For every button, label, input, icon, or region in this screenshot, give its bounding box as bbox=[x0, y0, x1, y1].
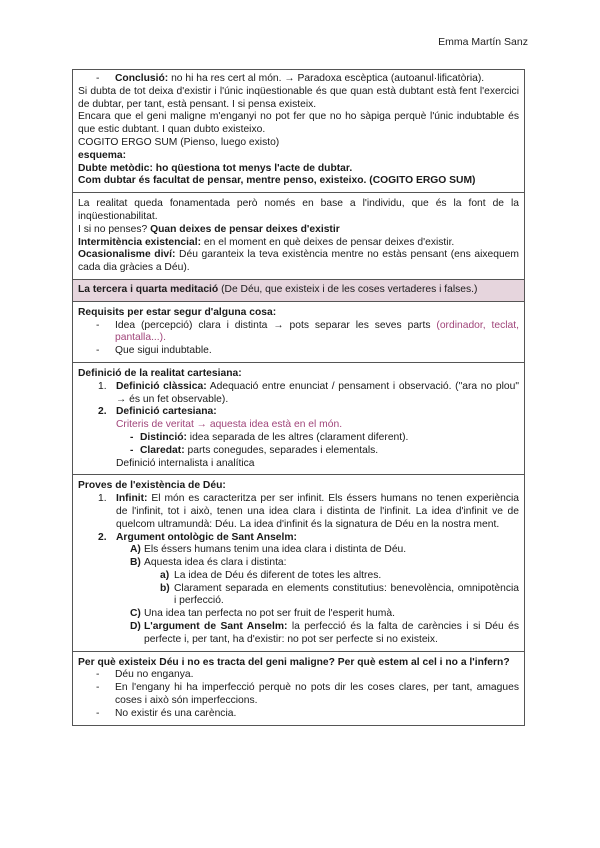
definicio-title: Definició de la realitat cartesiana: bbox=[78, 367, 242, 379]
paragraph: Si dubta de tot deixa d'existir i l'únic inqüestionable és que quan està dubtant està fent l'exercici de dubtar, per tant, està pensant. I si pensa existeix. bbox=[78, 85, 519, 110]
item-text: Clarament separada en elements constitutius: benevolència, omnipotència i perfecció. bbox=[174, 582, 519, 607]
marker-text: b) bbox=[160, 582, 170, 594]
internalista-note: Definició internalista i analítica bbox=[116, 457, 255, 469]
list-item bbox=[78, 669, 519, 682]
list-item bbox=[78, 608, 519, 621]
list-item bbox=[78, 345, 519, 358]
item-text: En l'engany hi ha imperfecció perquè no pots dir les coses clares, per tant, amagues coses i això són imperfeccions. bbox=[115, 682, 519, 707]
esquema-heading: esquema: bbox=[78, 149, 127, 161]
number-marker: 1. bbox=[98, 380, 107, 392]
infinit-text: El món es caracteritza per ser infinit. Els éssers humans no tenen experiència de l'infinit, tot i això, tenen una idea clara i distinta de l'infinit. La idea d'infinit ve de quelcom ultramundà: Déu. La idea d'infinit és la signatura de Déu en la nostra ment. bbox=[116, 493, 519, 530]
list-item bbox=[78, 583, 519, 609]
item-text: Idea (percepció) clara i distinta → pots separar les seves parts bbox=[115, 319, 437, 331]
def2-label: Definició cartesiana: bbox=[116, 406, 217, 418]
ocasionalisme-label: Ocasionalisme diví: bbox=[78, 249, 176, 261]
notes-table bbox=[72, 69, 525, 726]
conclusio-item bbox=[78, 73, 519, 86]
section-meditacio-heading bbox=[73, 280, 524, 302]
item-text: Aquesta idea és clara i distinta: bbox=[144, 557, 287, 569]
marker-text: D) bbox=[130, 621, 141, 633]
number-marker: 1. bbox=[98, 493, 107, 505]
section-proves bbox=[73, 475, 524, 651]
list-item bbox=[78, 493, 519, 531]
meditacio-title: La tercera i quarta meditació bbox=[78, 283, 219, 295]
argument-label: Argument ontològic de Sant Anselm: bbox=[116, 531, 297, 543]
list-item bbox=[78, 621, 519, 647]
anselm-label: L'argument de Sant Anselm: bbox=[144, 621, 288, 633]
bullet-dash: - bbox=[96, 669, 100, 681]
bullet-dash bbox=[78, 432, 140, 445]
requisits-title: Requisits per estar segur d'alguna cosa: bbox=[78, 306, 277, 318]
letter-marker bbox=[78, 583, 174, 609]
item-text: Una idea tan perfecta no pot ser fruit de l'esperit humà. bbox=[144, 608, 395, 620]
section-definicio bbox=[73, 363, 524, 475]
question-plain: I si no penses? bbox=[78, 223, 151, 235]
list-item bbox=[78, 406, 519, 419]
bullet-dash: - bbox=[96, 345, 100, 357]
number-text: 2. bbox=[98, 531, 107, 543]
dubte-text: : ho qüestiona tot menys l'acte de dubtar. bbox=[149, 162, 353, 174]
section-realitat bbox=[73, 193, 524, 280]
dubte-label: Dubte metòdic bbox=[78, 162, 150, 174]
bullet-dash: - bbox=[96, 319, 100, 331]
def1-label: Definició clàssica: bbox=[116, 380, 207, 392]
list-item bbox=[78, 532, 519, 545]
bullet-dash bbox=[78, 445, 140, 458]
conclusio-text: no hi ha res cert al món. → Paradoxa escèptica (autoanul·lificatòria). bbox=[168, 73, 485, 84]
meditacio-subtitle: (De Déu, que existeix i de les coses vertaderes i falses.) bbox=[218, 283, 478, 295]
dash-text: - bbox=[130, 431, 134, 443]
item-text: La idea de Déu és diferent de totes les altres. bbox=[174, 569, 382, 581]
letter-marker bbox=[78, 544, 144, 557]
section-cogito bbox=[73, 70, 524, 193]
section-requisits bbox=[73, 302, 524, 363]
list-item bbox=[78, 557, 519, 570]
item-text: Que sigui indubtable. bbox=[115, 345, 212, 357]
dash-text: - bbox=[130, 444, 134, 456]
def1-text: Adequació entre enunciat / pensament i observació. ("ara no plou" → és un fet observable). bbox=[116, 380, 519, 405]
list-item bbox=[78, 544, 519, 557]
list-item bbox=[78, 381, 519, 407]
paragraph: COGITO ERGO SUM (Pienso, luego existo) bbox=[78, 136, 280, 148]
marker-text: A) bbox=[130, 544, 141, 556]
section-deu-geni bbox=[73, 652, 524, 725]
marker-text: B) bbox=[130, 557, 141, 569]
list-item bbox=[78, 445, 519, 458]
letter-marker bbox=[78, 557, 144, 570]
claredat-text: parts conegudes, separades i elementals. bbox=[184, 444, 379, 456]
intermitencia-label: Intermitència existencial: bbox=[78, 236, 202, 248]
item-text: Déu no enganya. bbox=[115, 669, 194, 681]
ocasionalisme-text: Déu garanteix la teva existència mentre no estàs pensant (ens aixequem cada dia gràcies a Déu). bbox=[78, 249, 519, 274]
paragraph: Encara que el geni maligne m'enganyi no pot fer que no ho sàpiga perquè l'únic indubtable és que estic dubtant. I quan dubto existeixo. bbox=[78, 111, 519, 136]
bullet-dash: - bbox=[96, 707, 100, 719]
distincio-label: Distinció: bbox=[140, 431, 187, 443]
list-item bbox=[78, 320, 519, 346]
number-marker bbox=[78, 532, 116, 545]
intermitencia-text: en el moment en què deixes de pensar deixes d'existir. bbox=[201, 236, 455, 248]
item-text: Els éssers humans tenim una idea clara i distinta de Déu. bbox=[144, 544, 407, 556]
list-item bbox=[78, 432, 519, 445]
letter-marker bbox=[78, 608, 144, 621]
cogito-conclusion: Com dubtar és facultat de pensar, mentre penso, existeixo. (COGITO ERGO SUM) bbox=[78, 175, 476, 187]
bullet-dash: - bbox=[96, 73, 100, 84]
marker-text: a) bbox=[160, 569, 170, 581]
bullet-dash: - bbox=[96, 682, 100, 694]
list-item bbox=[78, 570, 519, 583]
letter-marker bbox=[78, 570, 174, 583]
paragraph: La realitat queda fonamentada però només en base a l'individu, que és la font de la inqüestionabilitat. bbox=[78, 198, 519, 222]
item-example: (ordinador, teclat, pantalla...). bbox=[115, 319, 519, 344]
anselm-text: la perfecció és la falta de carències i si Déu és perfecte i, per tant, ha d'existir: no pot ser perfecte si no existeix. bbox=[144, 621, 519, 645]
claredat-label: Claredat: bbox=[140, 444, 185, 456]
list-item bbox=[78, 708, 519, 721]
deu-geni-title: Per què existeix Déu i no es tracta del geni maligne? Per què estem al cel i no a l'infern? bbox=[78, 656, 510, 668]
letter-marker bbox=[78, 621, 144, 647]
conclusio-label: Conclusió: bbox=[115, 73, 169, 84]
question-bold: Quan deixes de pensar deixes d'existir bbox=[150, 223, 340, 235]
marker-text: C) bbox=[130, 608, 141, 620]
proves-title: Proves de l'existència de Déu: bbox=[78, 480, 226, 492]
author-name: Emma Martín Sanz bbox=[438, 36, 528, 48]
distincio-text: idea separada de les altres (clarament diferent). bbox=[186, 431, 409, 443]
list-item bbox=[78, 682, 519, 708]
infinit-label: Infinit: bbox=[116, 493, 148, 505]
item-text: No existir és una carència. bbox=[115, 707, 237, 719]
number-text: 2. bbox=[98, 406, 107, 418]
criteris-veritat: Criteris de veritat → aquesta idea està en el món. bbox=[116, 419, 343, 431]
number-marker bbox=[78, 406, 116, 419]
